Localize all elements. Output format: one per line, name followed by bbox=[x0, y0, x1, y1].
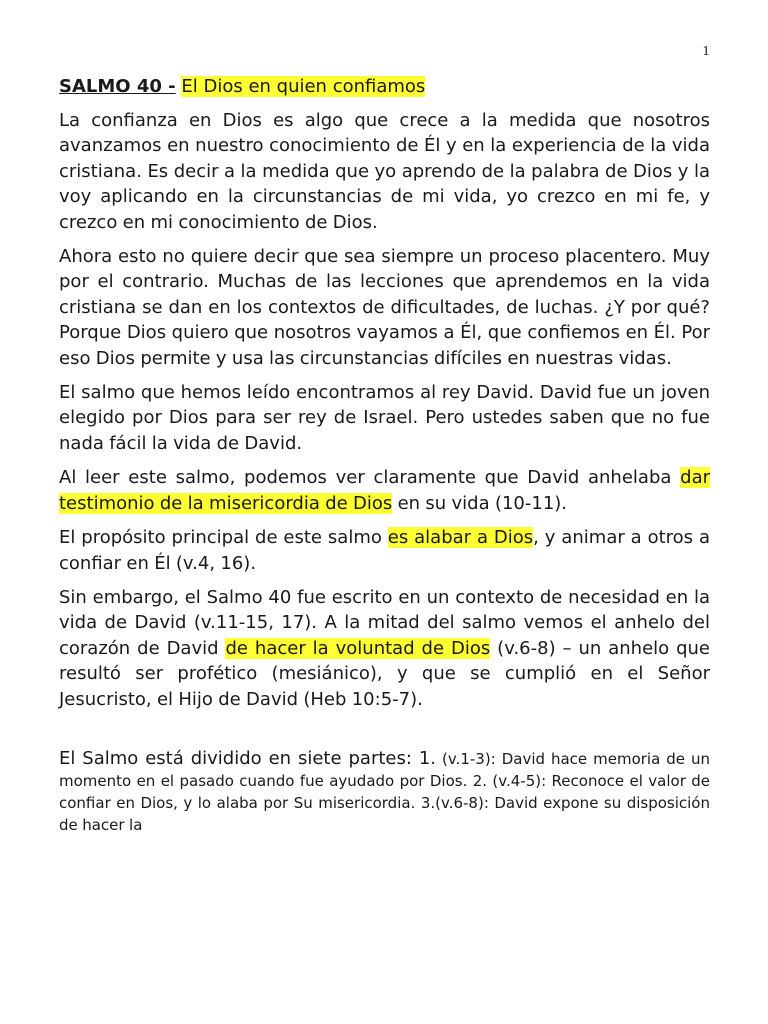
paragraph-7-text: (v.1-3): David hace memoria de un momento en el pasado cuando fue ayudado por Dios. 2. (v.4-5): Reconoce el valor de confiar en Dios, y lo alaba por Su misericordia. 3.(v.6-8): David expone su disposición de hacer la bbox=[59, 749, 710, 834]
paragraph-4-text-end: en su vida (10-11). bbox=[392, 492, 568, 514]
paragraph-5-text-end: , y animar a otros a confiar en Él (v.4, 16). bbox=[59, 527, 710, 574]
title-subtitle: El Dios en quien confiamos bbox=[181, 76, 426, 97]
paragraph-5 bbox=[59, 525, 710, 576]
page-number: 1 bbox=[702, 44, 710, 58]
paragraph-5-text: El propósito principal de este salmo bbox=[59, 527, 388, 549]
paragraph-4 bbox=[59, 465, 710, 516]
document-body bbox=[59, 74, 710, 845]
paragraph-7-lead: El Salmo está dividido en siete partes: 1. bbox=[59, 747, 437, 769]
paragraph-4-text: Al leer este salmo, podemos ver claramente que David anhelaba bbox=[59, 467, 681, 489]
paragraph-1: La confianza en Dios es algo que crece a la medida que nosotros avanzamos en nuestro conocimiento de Él y en la experiencia de la vida cristiana. Es decir a la medida que yo aprendo de la palabra de Dios y la voy aplicando en la circunstancias de mi vida, yo crezco en mi fe, y crezco en mi conocimiento de Dios. bbox=[59, 110, 710, 233]
paragraph-3: El salmo que hemos leído encontramos al rey David. David fue un joven elegido por Dios para ser rey de Israel. Pero ustedes saben que no fue nada fácil la vida de David. bbox=[59, 382, 710, 454]
paragraph-6-text-end: (v.6-8) – un anhelo que resultó ser profético (mesiánico), y que se cumplió en el Señor Jesucristo, el Hijo de David (Heb 10:5-7). bbox=[59, 637, 710, 710]
paragraph-6 bbox=[59, 585, 710, 712]
paragraph-6-highlight: de hacer la voluntad de Dios bbox=[225, 637, 491, 659]
paragraph-4-highlight: dar testimonio de la misericordia de Dios bbox=[59, 467, 710, 514]
paragraph-2: Ahora esto no quiere decir que sea siempre un proceso placentero. Muy por el contrario. Muchas de las lecciones que aprendemos en la vida cristiana se dan en los contextos de dificultades, de luchas. ¿Y por qué? Porque Dios quiero que nosotros vayamos a Él, que confiemos en Él. Por eso Dios permite y usa las circunstancias difíciles en nuestras vidas. bbox=[59, 246, 710, 369]
paragraph-7 bbox=[59, 748, 710, 836]
paragraph-5-highlight: es alabar a Dios bbox=[387, 527, 534, 549]
page-title bbox=[59, 74, 710, 100]
paragraph-6-text: Sin embargo, el Salmo 40 fue escrito en un contexto de necesidad en la vida de David (v.11-15, 17). A la mitad del salmo vemos el anhelo del corazón de David bbox=[59, 586, 710, 659]
title-label: SALMO 40 - bbox=[59, 76, 176, 97]
